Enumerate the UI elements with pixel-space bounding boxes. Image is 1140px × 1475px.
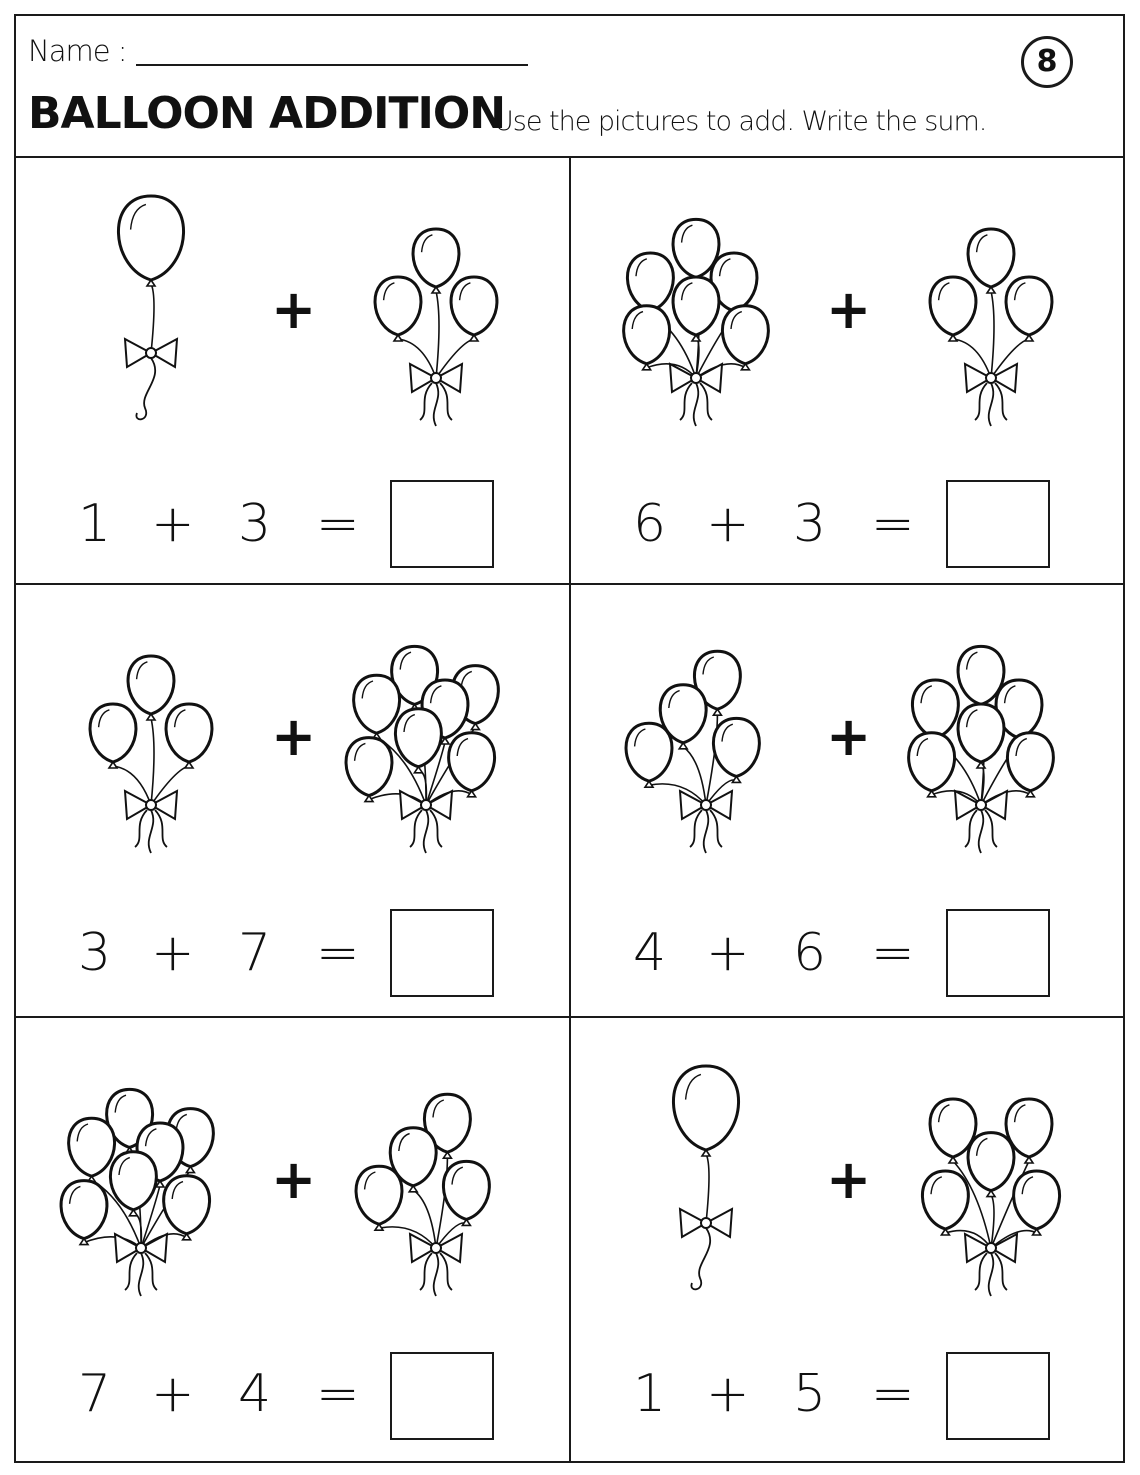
grid-divider-vertical xyxy=(569,156,571,1463)
plus-sign: + xyxy=(151,923,195,983)
addend-b: 6 xyxy=(793,923,827,983)
page-title: BALLOON ADDITION xyxy=(28,88,506,139)
balloon-bunch-icon xyxy=(906,605,1056,875)
plus-icon: + xyxy=(271,705,317,768)
plus-sign: + xyxy=(151,494,195,554)
addend-b: 7 xyxy=(238,923,272,983)
plus-sign: + xyxy=(706,1364,750,1424)
balloon-bunch-icon xyxy=(916,178,1066,448)
answer-box[interactable] xyxy=(946,909,1050,997)
grid-divider-row-1 xyxy=(14,583,1125,585)
answer-box[interactable] xyxy=(390,480,494,568)
addend-a: 1 xyxy=(633,1364,667,1424)
problem-cell xyxy=(571,585,1124,1010)
addend-a: 7 xyxy=(78,1364,112,1424)
plus-icon: + xyxy=(826,278,872,341)
equals-sign: = xyxy=(316,1364,360,1424)
equals-sign: = xyxy=(316,494,360,554)
problem-cell xyxy=(16,585,569,1010)
answer-box[interactable] xyxy=(946,480,1050,568)
balloon-bunch-icon xyxy=(351,605,501,875)
balloon-bunch-icon xyxy=(361,1048,511,1318)
equals-sign: = xyxy=(871,494,915,554)
answer-box[interactable] xyxy=(390,1352,494,1440)
balloon-bunch-icon xyxy=(631,1048,781,1318)
addend-a: 3 xyxy=(78,923,112,983)
balloon-bunch-icon xyxy=(66,1048,216,1318)
equals-sign: = xyxy=(871,923,915,983)
balloon-bunch-icon xyxy=(621,178,771,448)
problem-cell xyxy=(571,158,1124,583)
instruction-text: Use the pictures to add. Write the sum. xyxy=(494,106,987,137)
answer-box[interactable] xyxy=(390,909,494,997)
balloon-bunch-icon xyxy=(631,605,781,875)
equals-sign: = xyxy=(871,1364,915,1424)
addend-b: 3 xyxy=(793,494,827,554)
problem-cell xyxy=(571,1018,1124,1461)
plus-icon: + xyxy=(271,278,317,341)
balloon-bunch-icon xyxy=(76,605,226,875)
equals-sign: = xyxy=(316,923,360,983)
plus-icon: + xyxy=(826,1148,872,1211)
addend-a: 4 xyxy=(633,923,667,983)
addend-a: 1 xyxy=(78,494,112,554)
addend-a: 6 xyxy=(633,494,667,554)
worksheet-header xyxy=(16,16,1123,158)
problem-cell xyxy=(16,158,569,583)
balloon-bunch-icon xyxy=(916,1048,1066,1318)
addend-b: 5 xyxy=(793,1364,827,1424)
name-label: Name : xyxy=(28,34,127,68)
grid-divider-row-2 xyxy=(14,1016,1125,1018)
plus-sign: + xyxy=(151,1364,195,1424)
answer-box[interactable] xyxy=(946,1352,1050,1440)
problem-cell xyxy=(16,1018,569,1461)
plus-icon: + xyxy=(271,1148,317,1211)
plus-sign: + xyxy=(706,494,750,554)
addend-b: 4 xyxy=(238,1364,272,1424)
plus-icon: + xyxy=(826,705,872,768)
balloon-bunch-icon xyxy=(76,178,226,448)
page-number-badge: 8 xyxy=(1021,36,1073,88)
balloon-bunch-icon xyxy=(361,178,511,448)
plus-sign: + xyxy=(706,923,750,983)
name-field-line[interactable] xyxy=(136,64,528,66)
addend-b: 3 xyxy=(238,494,272,554)
